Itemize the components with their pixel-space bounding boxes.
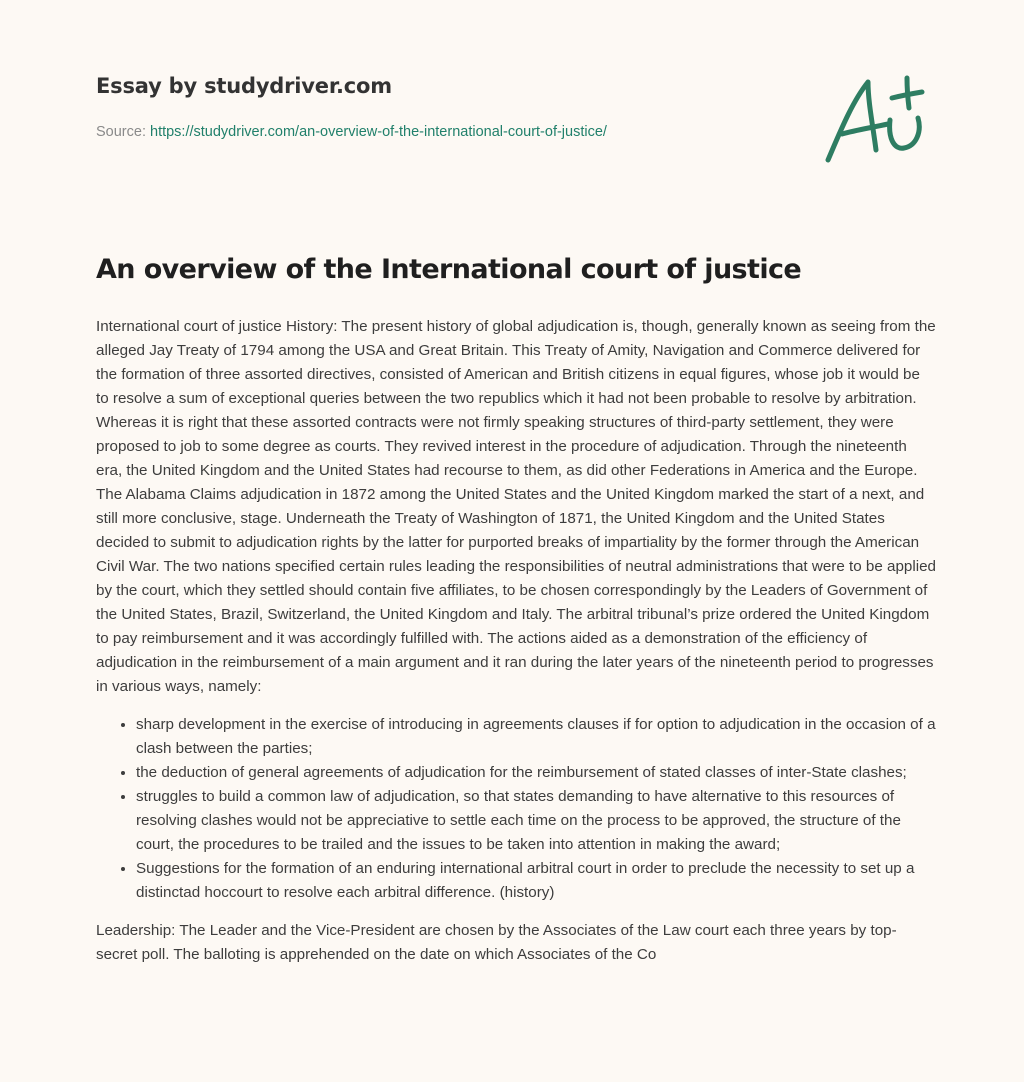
a-plus-logo-icon: [818, 66, 933, 166]
list-item: • sharp development in the exercise of introducing in agreements clauses if for option to adjudication in the occasion of a clash between the parties;: [136, 713, 936, 761]
article-title: An overview of the International court of justice: [96, 254, 802, 285]
page-header: [96, 74, 796, 140]
source-line: [96, 124, 796, 140]
article-list: [96, 713, 936, 905]
article-body: [96, 315, 936, 967]
article-paragraph: Leadership: The Leader and the Vice-President are chosen by the Associates of the Law court each three years by top-secret poll. The balloting is apprehended on the date on which Associates of the Co: [96, 922, 897, 963]
list-item: • the deduction of general agreements of adjudication for the reimbursement of stated classes of inter-State clashes;: [136, 761, 936, 785]
list-item: • Suggestions for the formation of an enduring international arbitral court in order to preclude the necessity to set up a distinctad hoccourt to resolve each arbitral difference. (history): [136, 857, 936, 905]
list-item: • struggles to build a common law of adjudication, so that states demanding to have alternative to this resources of resolving clashes would not be appreciative to settle each time on the process to be approved, the structure of the court, the procedures to be trailed and the issues to be taken into attention in making the award;: [136, 785, 936, 857]
site-title: Essay by studydriver.com: [96, 74, 392, 98]
source-label: Source:: [96, 124, 150, 140]
article-paragraph: International court of justice History: The present history of global adjudication is, though, generally known as seeing from the alleged Jay Treaty of 1794 among the USA and Great Britain. This Treaty of Amity, Navigation and Commerce delivered for the formation of three assorted directives, consisted of American and British citizens in equal figures, whose job it would be to resolve a sum of exceptional queries between the two republics which it had not been probable to resolve by arbitration. Whereas it is right that these assorted contracts were not firmly speaking structures of third-party settlement, they were proposed to job to some degree as courts. They revived interest in the procedure of adjudication. Through the nineteenth era, the United Kingdom and the United States had recourse to them, as did other Federations in America and the Europe. The Alabama Claims adjudication in 1872 among the United States and the United Kingdom marked the start of a next, and still more conclusive, stage. Underneath the Treaty of Washington of 1871, the United Kingdom and the United States decided to submit to adjudication rights by the latter for purported breaks of impartiality by the former through the American Civil War. The two nations specified certain rules leading the responsibilities of neutral administrations that were to be applied by the court, which they settled should contain five affiliates, to be chosen correspondingly by the Leaders of Government of the United States, Brazil, Switzerland, the United Kingdom and Italy. The arbitral tribunal’s prize ordered the United Kingdom to pay reimbursement and it was accordingly fulfilled with. The actions aided as a demonstration of the efficiency of adjudication in the reimbursement of a main argument and it ran during the later years of the nineteenth period to progresses in various ways, namely:: [96, 318, 936, 695]
source-link[interactable]: https://studydriver.com/an-overview-of-the-international-court-of-justice/: [150, 124, 607, 140]
